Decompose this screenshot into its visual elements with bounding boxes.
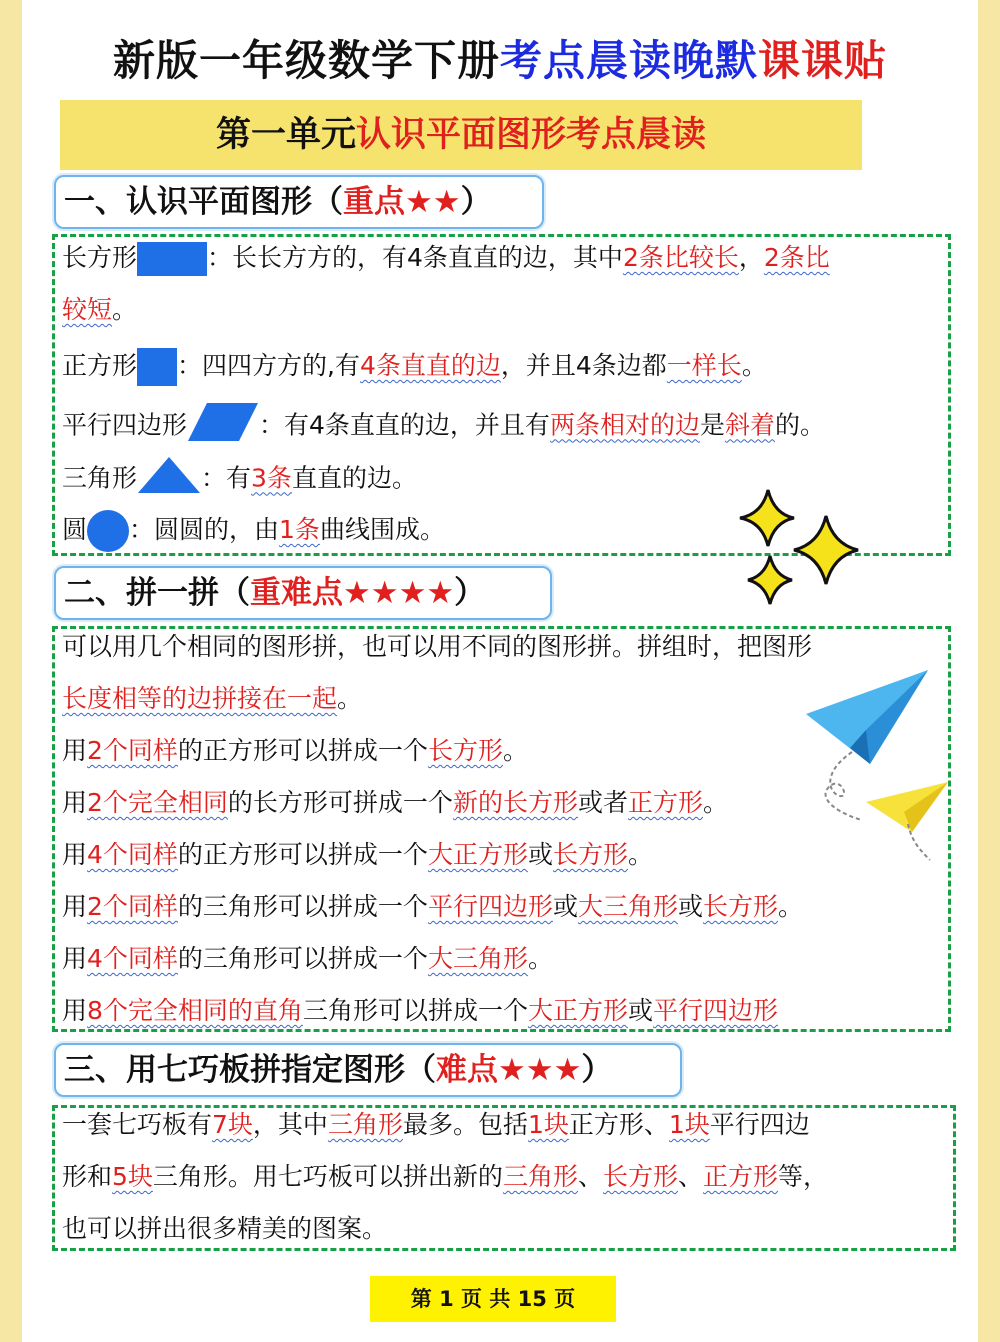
para-text2: 是: [699, 410, 725, 440]
page-number-badge: 第 1 页 共 15 页: [370, 1276, 616, 1322]
circle-text2: 曲线围成。: [319, 515, 445, 544]
l6-h1: 8个完全相同的直角: [87, 996, 303, 1025]
triangle-shape-icon: [137, 456, 201, 503]
l4-h1: 2个同样: [87, 892, 178, 921]
title-part3: 课课贴: [758, 36, 888, 85]
square-line: [62, 348, 767, 386]
l2-h2: 新的长方形: [452, 788, 578, 817]
s3l1-t5: 平行四边: [709, 1110, 810, 1139]
l3-t4: 。: [627, 840, 653, 869]
l5-t3: 。: [527, 944, 553, 973]
intro-highlight1: 长度相等的边拼接在一起: [62, 684, 338, 713]
para-highlight1: 两条相对的边: [549, 410, 700, 440]
section1-emphasis: 重点★★: [343, 184, 461, 220]
combine-line-1: [62, 734, 528, 768]
l3-t1: 用: [62, 840, 88, 869]
l2-t1: 用: [62, 788, 88, 817]
rect-highlight1: 2条比较长: [622, 243, 739, 272]
s3l2-t3: 、: [577, 1162, 603, 1191]
rect-text1: ：长长方方的，有4条直直的边，其中: [207, 243, 623, 272]
title-part1: 新版一年级数学下册: [112, 36, 500, 85]
l2-t2: 的长方形可拼成一个: [227, 788, 453, 817]
tri-highlight1: 3条: [251, 463, 292, 493]
l6-t3: 或: [627, 996, 653, 1025]
rectangle-shape-icon: [137, 242, 207, 276]
section2-heading: [54, 566, 552, 620]
l4-t2: 的三角形可以拼成一个: [177, 892, 428, 921]
intro-text2: 。: [337, 684, 363, 713]
circle-line: [62, 510, 445, 552]
circle-highlight1: 1条: [279, 515, 320, 544]
s3l1-t1: 一套七巧板有: [62, 1110, 213, 1139]
parallelogram-line: [62, 402, 825, 451]
l5-t2: 的三角形可以拼成一个: [177, 944, 428, 973]
s3l1-t3: 最多。包括: [402, 1110, 528, 1139]
para-text3: 的。: [774, 410, 825, 440]
l6-h2: 大正方形: [527, 996, 628, 1025]
unit-banner: [60, 100, 862, 170]
tri-text1: ：有: [201, 463, 252, 493]
rect-highlight2: 2条比: [763, 243, 830, 272]
l1-h1: 2个同样: [87, 736, 178, 765]
combine-line-4: [62, 890, 803, 924]
l1-t3: 。: [502, 736, 528, 765]
tangram-line-2: [62, 1160, 828, 1194]
combine-intro: [62, 630, 812, 664]
section2-heading-close: ）: [454, 575, 486, 611]
s3l2-h2: 三角形: [502, 1162, 578, 1191]
sparkle-stars-icon: [728, 486, 878, 626]
s3l3-t1: 也可以拼出很多精美的图案。: [62, 1214, 388, 1243]
triangle-line: [62, 456, 417, 503]
s3l2-t1: 形和: [62, 1162, 113, 1191]
rect-text3: 。: [112, 295, 138, 324]
l1-t1: 用: [62, 736, 88, 765]
section2-emphasis: 重难点★★★★: [250, 575, 455, 611]
rect-line-cont: [62, 293, 137, 327]
l4-h3: 大三角形: [577, 892, 678, 921]
l6-t1: 用: [62, 996, 88, 1025]
s3l1-t4: 正方形、: [568, 1110, 669, 1139]
combine-line-3: [62, 838, 653, 872]
section3-heading: [54, 1043, 682, 1097]
intro-text1: 可以用几个相同的图形拼，也可以用不同的图形拼。拼组时，把图形: [62, 632, 813, 661]
l4-t3: 或: [552, 892, 578, 921]
l5-t1: 用: [62, 944, 88, 973]
combine-line-6: [62, 994, 778, 1028]
section1-heading: [54, 175, 544, 229]
para-highlight2: 斜着: [724, 410, 775, 440]
title-part2: 考点晨读晚默: [499, 36, 758, 85]
l3-t3: 或: [527, 840, 553, 869]
unit-banner-label: 第一单元: [215, 115, 356, 155]
rect-highlight3: 较短: [62, 295, 113, 324]
combine-intro-cont: [62, 682, 362, 716]
l4-h2: 平行四边形: [427, 892, 553, 921]
l3-h1: 4个同样: [87, 840, 178, 869]
tangram-line-1: [62, 1108, 810, 1142]
s3l1-h4: 1块: [668, 1110, 710, 1139]
para-name: 平行四边形: [62, 410, 188, 440]
section1-heading-close: ）: [460, 184, 492, 220]
l3-h3: 长方形: [552, 840, 628, 869]
s3l2-t4: 、: [677, 1162, 703, 1191]
circle-shape-icon: [87, 510, 129, 552]
s3l1-h1: 7块: [212, 1110, 253, 1139]
square-text1: ：四四方方的,有: [177, 351, 360, 380]
s3l1-h2: 三角形: [327, 1110, 403, 1139]
paper-plane-icon: [800, 664, 960, 874]
section3-heading-text: 三、用七巧板拼指定图形（: [64, 1052, 436, 1088]
l6-t2: 三角形可以拼成一个: [302, 996, 528, 1025]
circle-name: 圆: [62, 515, 88, 544]
l5-h2: 大三角形: [427, 944, 528, 973]
s3l2-h3: 长方形: [602, 1162, 678, 1191]
l6-h3: 平行四边形: [652, 996, 778, 1025]
combine-line-2: [62, 786, 728, 820]
s3l1-t2: ，其中: [252, 1110, 328, 1139]
tangram-line-3: [62, 1212, 387, 1246]
s3l2-h4: 正方形: [703, 1162, 779, 1191]
l1-h2: 长方形: [427, 736, 503, 765]
section2-heading-text: 二、拼一拼（: [64, 575, 250, 611]
square-highlight1: 4条直直的边: [359, 351, 501, 380]
s3l2-t2: 三角形。用七巧板可以拼出新的: [152, 1162, 503, 1191]
square-text3: 。: [741, 351, 767, 380]
square-highlight2: 一样长: [666, 351, 742, 380]
l2-t3: 或者: [577, 788, 628, 817]
circle-text1: ：圆圆的，由: [129, 515, 280, 544]
rect-name: 长方形: [62, 243, 138, 272]
tri-text2: 直直的边。: [291, 463, 417, 493]
rect-line: [62, 241, 830, 276]
tri-name: 三角形: [62, 463, 138, 493]
l3-t2: 的正方形可以拼成一个: [177, 840, 428, 869]
l2-h1: 2个完全相同: [87, 788, 228, 817]
l2-h3: 正方形: [627, 788, 703, 817]
l3-h2: 大正方形: [427, 840, 528, 869]
l5-h1: 4个同样: [87, 944, 178, 973]
square-name: 正方形: [62, 351, 138, 380]
section3-emphasis: 难点★★★: [436, 1052, 582, 1088]
s3l2-t5: 等，: [778, 1162, 829, 1191]
unit-banner-topic: 认识平面图形考点晨读: [356, 115, 707, 155]
section1-heading-text: 一、认识平面图形（: [64, 184, 343, 220]
square-text2: ，并且4条边都: [500, 351, 667, 380]
page-title: [0, 28, 1000, 88]
l4-t5: 。: [778, 892, 804, 921]
l1-t2: 的正方形可以拼成一个: [177, 736, 428, 765]
l4-h4: 长方形: [703, 892, 779, 921]
square-shape-icon: [137, 348, 177, 386]
l4-t1: 用: [62, 892, 88, 921]
s3l1-h3: 1块: [527, 1110, 569, 1139]
l4-t4: 或: [677, 892, 703, 921]
rect-text2: ，: [738, 243, 764, 272]
s3l2-h1: 5块: [112, 1162, 153, 1191]
combine-line-5: [62, 942, 553, 976]
parallelogram-shape-icon: [187, 402, 259, 451]
para-text1: ：有4条直直的边，并且有: [259, 410, 550, 440]
section3-heading-close: ）: [581, 1052, 613, 1088]
l2-t4: 。: [702, 788, 728, 817]
